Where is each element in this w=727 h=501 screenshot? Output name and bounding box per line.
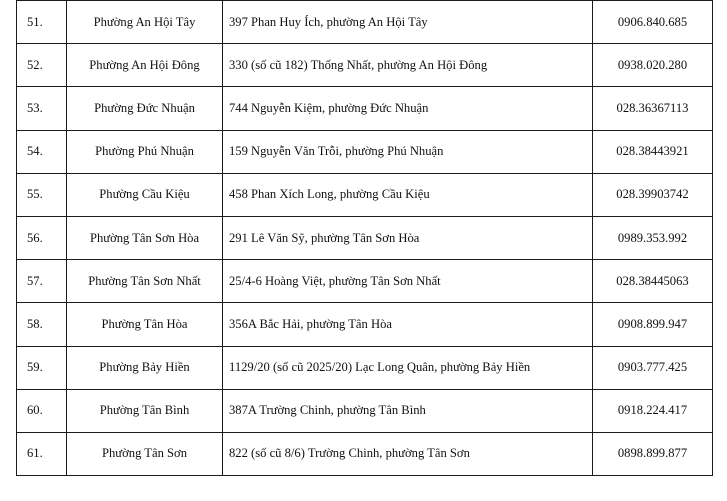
ward-name: Phường Cầu Kiệu [67, 173, 223, 216]
row-number: 61. [17, 432, 67, 475]
phone-number: 028.38445063 [593, 260, 713, 303]
table-row [17, 303, 713, 346]
phone-number: 0906.840.685 [593, 1, 713, 44]
table-row [17, 216, 713, 259]
ward-address: 397 Phan Huy Ích, phường An Hội Tây [223, 1, 593, 44]
ward-address: 387A Trường Chinh, phường Tân Bình [223, 389, 593, 432]
phone-number: 0908.899.947 [593, 303, 713, 346]
phone-number: 0918.224.417 [593, 389, 713, 432]
row-number: 54. [17, 130, 67, 173]
table-row [17, 346, 713, 389]
ward-address: 159 Nguyễn Văn Trỗi, phường Phú Nhuận [223, 130, 593, 173]
ward-name: Phường Đức Nhuận [67, 87, 223, 130]
table-body [17, 1, 713, 476]
ward-address-table [16, 0, 713, 476]
ward-name: Phường Tân Sơn Hòa [67, 216, 223, 259]
ward-address: 356A Bắc Hải, phường Tân Hòa [223, 303, 593, 346]
table-row [17, 173, 713, 216]
ward-name: Phường Phú Nhuận [67, 130, 223, 173]
ward-name: Phường Bảy Hiền [67, 346, 223, 389]
phone-number: 028.39903742 [593, 173, 713, 216]
ward-name: Phường Tân Hòa [67, 303, 223, 346]
table-row [17, 87, 713, 130]
ward-address: 1129/20 (số cũ 2025/20) Lạc Long Quân, phường Bảy Hiền [223, 346, 593, 389]
row-number: 53. [17, 87, 67, 130]
row-number: 58. [17, 303, 67, 346]
table-row [17, 260, 713, 303]
ward-name: Phường Tân Bình [67, 389, 223, 432]
table-row [17, 130, 713, 173]
row-number: 60. [17, 389, 67, 432]
phone-number: 028.38443921 [593, 130, 713, 173]
ward-address: 291 Lê Văn Sỹ, phường Tân Sơn Hòa [223, 216, 593, 259]
phone-number: 0903.777.425 [593, 346, 713, 389]
row-number: 59. [17, 346, 67, 389]
ward-address: 744 Nguyễn Kiệm, phường Đức Nhuận [223, 87, 593, 130]
phone-number: 0989.353.992 [593, 216, 713, 259]
phone-number: 0938.020.280 [593, 44, 713, 87]
phone-number: 028.36367113 [593, 87, 713, 130]
row-number: 52. [17, 44, 67, 87]
row-number: 51. [17, 1, 67, 44]
row-number: 57. [17, 260, 67, 303]
row-number: 55. [17, 173, 67, 216]
ward-address: 458 Phan Xích Long, phường Cầu Kiệu [223, 173, 593, 216]
ward-name: Phường An Hội Tây [67, 1, 223, 44]
ward-address: 25/4-6 Hoàng Việt, phường Tân Sơn Nhất [223, 260, 593, 303]
ward-name: Phường An Hội Đông [67, 44, 223, 87]
table-row [17, 44, 713, 87]
row-number: 56. [17, 216, 67, 259]
table-row [17, 1, 713, 44]
ward-address: 330 (số cũ 182) Thống Nhất, phường An Hội Đông [223, 44, 593, 87]
ward-name: Phường Tân Sơn Nhất [67, 260, 223, 303]
ward-address: 822 (số cũ 8/6) Trường Chinh, phường Tân Sơn [223, 432, 593, 475]
table-row [17, 389, 713, 432]
phone-number: 0898.899.877 [593, 432, 713, 475]
ward-name: Phường Tân Sơn [67, 432, 223, 475]
table-row [17, 432, 713, 475]
